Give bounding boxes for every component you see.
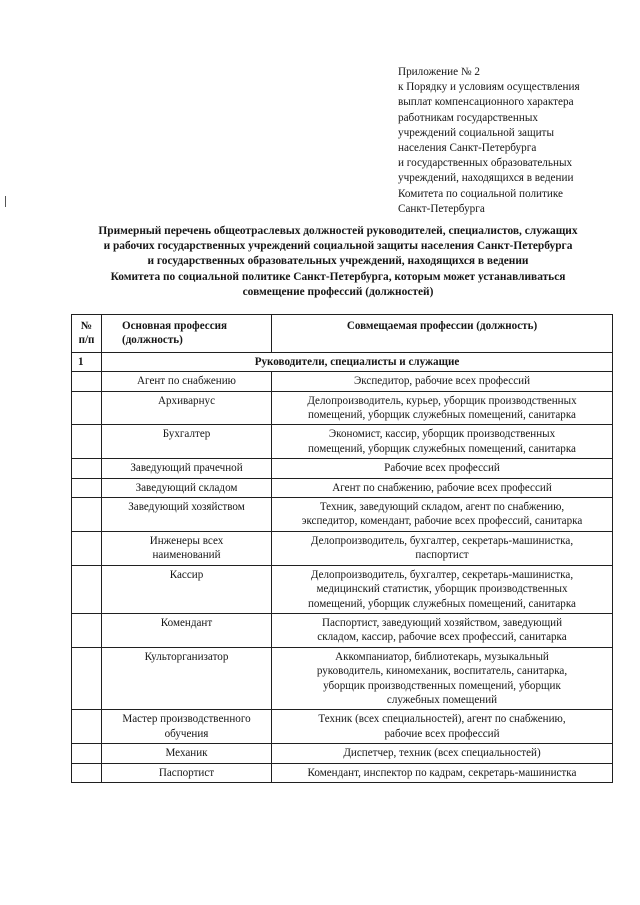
combined-text: руководитель, киномеханик, воспитатель, санитарка,: [316, 665, 568, 678]
profession-cell: [102, 647, 272, 710]
combined-text: Экономист, кассир, уборщик производственных: [328, 428, 556, 441]
table-row: [72, 372, 613, 391]
table-row: [72, 498, 613, 532]
combined-cell: [272, 531, 613, 565]
combined-text: Комендант, инспектор по кадрам, секретарь-машинистка: [307, 766, 577, 779]
title-line: Примерный перечень общеотраслевых должностей руководителей, специалистов, служащих: [98, 225, 578, 237]
profession-cell: [102, 531, 272, 565]
combined-cell: [272, 763, 613, 782]
combined-cell: [272, 613, 613, 647]
combined-text: Агент по снабжению, рабочие всех профессий: [332, 481, 552, 494]
table-row: [72, 744, 613, 763]
profession-text: Мастер производственного: [122, 713, 251, 726]
profession-text: Заведующий складом: [135, 481, 238, 494]
row-num-cell: [72, 498, 102, 532]
header-profession-line: Основная профессия: [122, 320, 228, 332]
appendix-line: учреждений, находящихся в ведении: [398, 172, 574, 185]
appendix-line: Комитета по социальной политике: [398, 187, 564, 200]
profession-text: Комендант: [160, 616, 213, 629]
profession-text: Механик: [165, 747, 208, 760]
section-row: [72, 352, 613, 371]
table-row: [72, 459, 613, 478]
appendix-line: населения Санкт-Петербурга: [398, 142, 537, 155]
combined-text: экспедитор, комендант, рабочие всех профессий, санитарка: [301, 515, 583, 528]
combined-text: уборщик производственных помещений, уборщик: [323, 679, 561, 692]
row-num-cell: [72, 478, 102, 497]
header-num-line: п/п: [78, 334, 95, 347]
profession-text: Архиварнус: [157, 394, 215, 407]
combined-text: служебных помещений: [386, 693, 498, 706]
profession-text: Заведующий хозяйством: [128, 501, 245, 514]
profession-cell: [102, 391, 272, 425]
combined-cell: [272, 647, 613, 710]
combined-text: Техник, заведующий складом, агент по снабжению,: [319, 501, 565, 514]
combined-text: складом, кассир, рабочие всех профессий, санитарка: [317, 631, 567, 644]
table-row: [72, 763, 613, 782]
profession-cell: [102, 565, 272, 613]
row-num-cell: [72, 613, 102, 647]
combined-cell: [272, 710, 613, 744]
combined-cell: [272, 478, 613, 497]
combined-text: помещений, уборщик служебных помещений, санитарка: [308, 442, 576, 455]
title-line: Комитета по социальной политике Санкт-Петербурга, которым может устанавливаться: [110, 270, 566, 283]
appendix-line: выплат компенсационного характера: [398, 96, 574, 109]
title-line: и государственных образовательных учреждений, находящихся в ведении: [147, 255, 529, 268]
table-row: [72, 647, 613, 710]
section-num: 1: [72, 352, 102, 371]
combined-text: медицинский статистик, уборщик производственных: [316, 583, 568, 596]
row-num-cell: [72, 744, 102, 763]
profession-text: Культорганизатор: [144, 650, 229, 663]
profession-text: Агент по снабжению: [137, 375, 236, 388]
combined-text: Делопроизводитель, бухгалтер, секретарь-машинистка,: [310, 568, 574, 581]
combined-cell: [272, 565, 613, 613]
header-num: [72, 315, 102, 353]
combined-text: Делопроизводитель, курьер, уборщик производственных: [307, 394, 577, 407]
row-num-cell: [72, 425, 102, 459]
professions-table: [71, 314, 613, 783]
combined-text: паспортист: [415, 549, 469, 562]
combined-text: помещений, уборщик служебных помещений, санитарка: [308, 409, 576, 422]
table-header-row: [72, 315, 613, 353]
header-combined-line: Совмещаемая профессии (должность): [346, 320, 538, 332]
combined-cell: [272, 372, 613, 391]
combined-text: Аккомпаниатор, библиотекарь, музыкальный: [335, 650, 549, 663]
combined-text: Диспетчер, техник (всех специальностей): [343, 747, 541, 760]
combined-text: Экспедитор, рабочие всех профессий: [353, 375, 531, 388]
combined-cell: [272, 391, 613, 425]
appendix-line: работникам государственных: [398, 111, 538, 124]
scan-artifact-mark: [5, 196, 6, 207]
table-row: [72, 425, 613, 459]
profession-text: обучения: [164, 727, 209, 740]
profession-cell: [102, 459, 272, 478]
profession-cell: [102, 498, 272, 532]
table-row: [72, 710, 613, 744]
table-row: [72, 391, 613, 425]
profession-text: Инженеры всех: [149, 534, 224, 547]
section-label: Руководители, специалисты и служащие: [102, 352, 613, 371]
header-profession: [102, 315, 272, 353]
combined-cell: [272, 498, 613, 532]
profession-cell: [102, 372, 272, 391]
row-num-cell: [72, 647, 102, 710]
combined-text: Делопроизводитель, бухгалтер, секретарь-машинистка,: [310, 534, 574, 547]
appendix-line: Санкт-Петербурга: [398, 202, 485, 215]
row-num-cell: [72, 763, 102, 782]
profession-text: Заведующий прачечной: [130, 462, 243, 475]
combined-cell: [272, 744, 613, 763]
profession-cell: [102, 710, 272, 744]
title-line: и рабочих государственных учреждений социальной защиты населения Санкт-Петербурга: [103, 240, 573, 253]
appendix-line: Приложение № 2: [398, 66, 480, 78]
profession-text: Паспортист: [158, 766, 215, 779]
profession-cell: [102, 478, 272, 497]
table-row: [72, 613, 613, 647]
row-num-cell: [72, 372, 102, 391]
header-profession-line: (должность): [122, 334, 183, 347]
document-title: [58, 224, 618, 300]
profession-cell: [102, 613, 272, 647]
profession-text: Бухгалтер: [162, 428, 211, 441]
profession-text: Кассир: [169, 568, 204, 581]
combined-text: Техник (всех специальностей), агент по снабжению,: [318, 713, 566, 726]
row-num-cell: [72, 531, 102, 565]
table-row: [72, 478, 613, 497]
combined-cell: [272, 459, 613, 478]
combined-text: Рабочие всех профессий: [384, 462, 500, 475]
row-num-cell: [72, 459, 102, 478]
combined-text: рабочие всех профессий: [384, 727, 500, 740]
appendix-block: [398, 65, 618, 217]
appendix-line: к Порядку и условиям осуществления: [398, 81, 580, 94]
header-combined: [272, 315, 613, 353]
profession-cell: [102, 744, 272, 763]
row-num-cell: [72, 391, 102, 425]
row-num-cell: [72, 565, 102, 613]
profession-cell: [102, 763, 272, 782]
appendix-line: учреждений социальной защиты: [398, 126, 554, 139]
combined-text: помещений, уборщик служебных помещений, санитарка: [308, 597, 576, 610]
profession-text: наименований: [152, 549, 221, 562]
row-num-cell: [72, 710, 102, 744]
profession-cell: [102, 425, 272, 459]
combined-cell: [272, 425, 613, 459]
table-row: [72, 531, 613, 565]
title-line: совмещение профессий (должностей): [242, 285, 434, 298]
table-row: [72, 565, 613, 613]
header-num-line: №: [80, 320, 93, 332]
appendix-line: и государственных образовательных: [398, 157, 573, 170]
combined-text: Паспортист, заведующий хозяйством, заведующий: [321, 616, 563, 629]
